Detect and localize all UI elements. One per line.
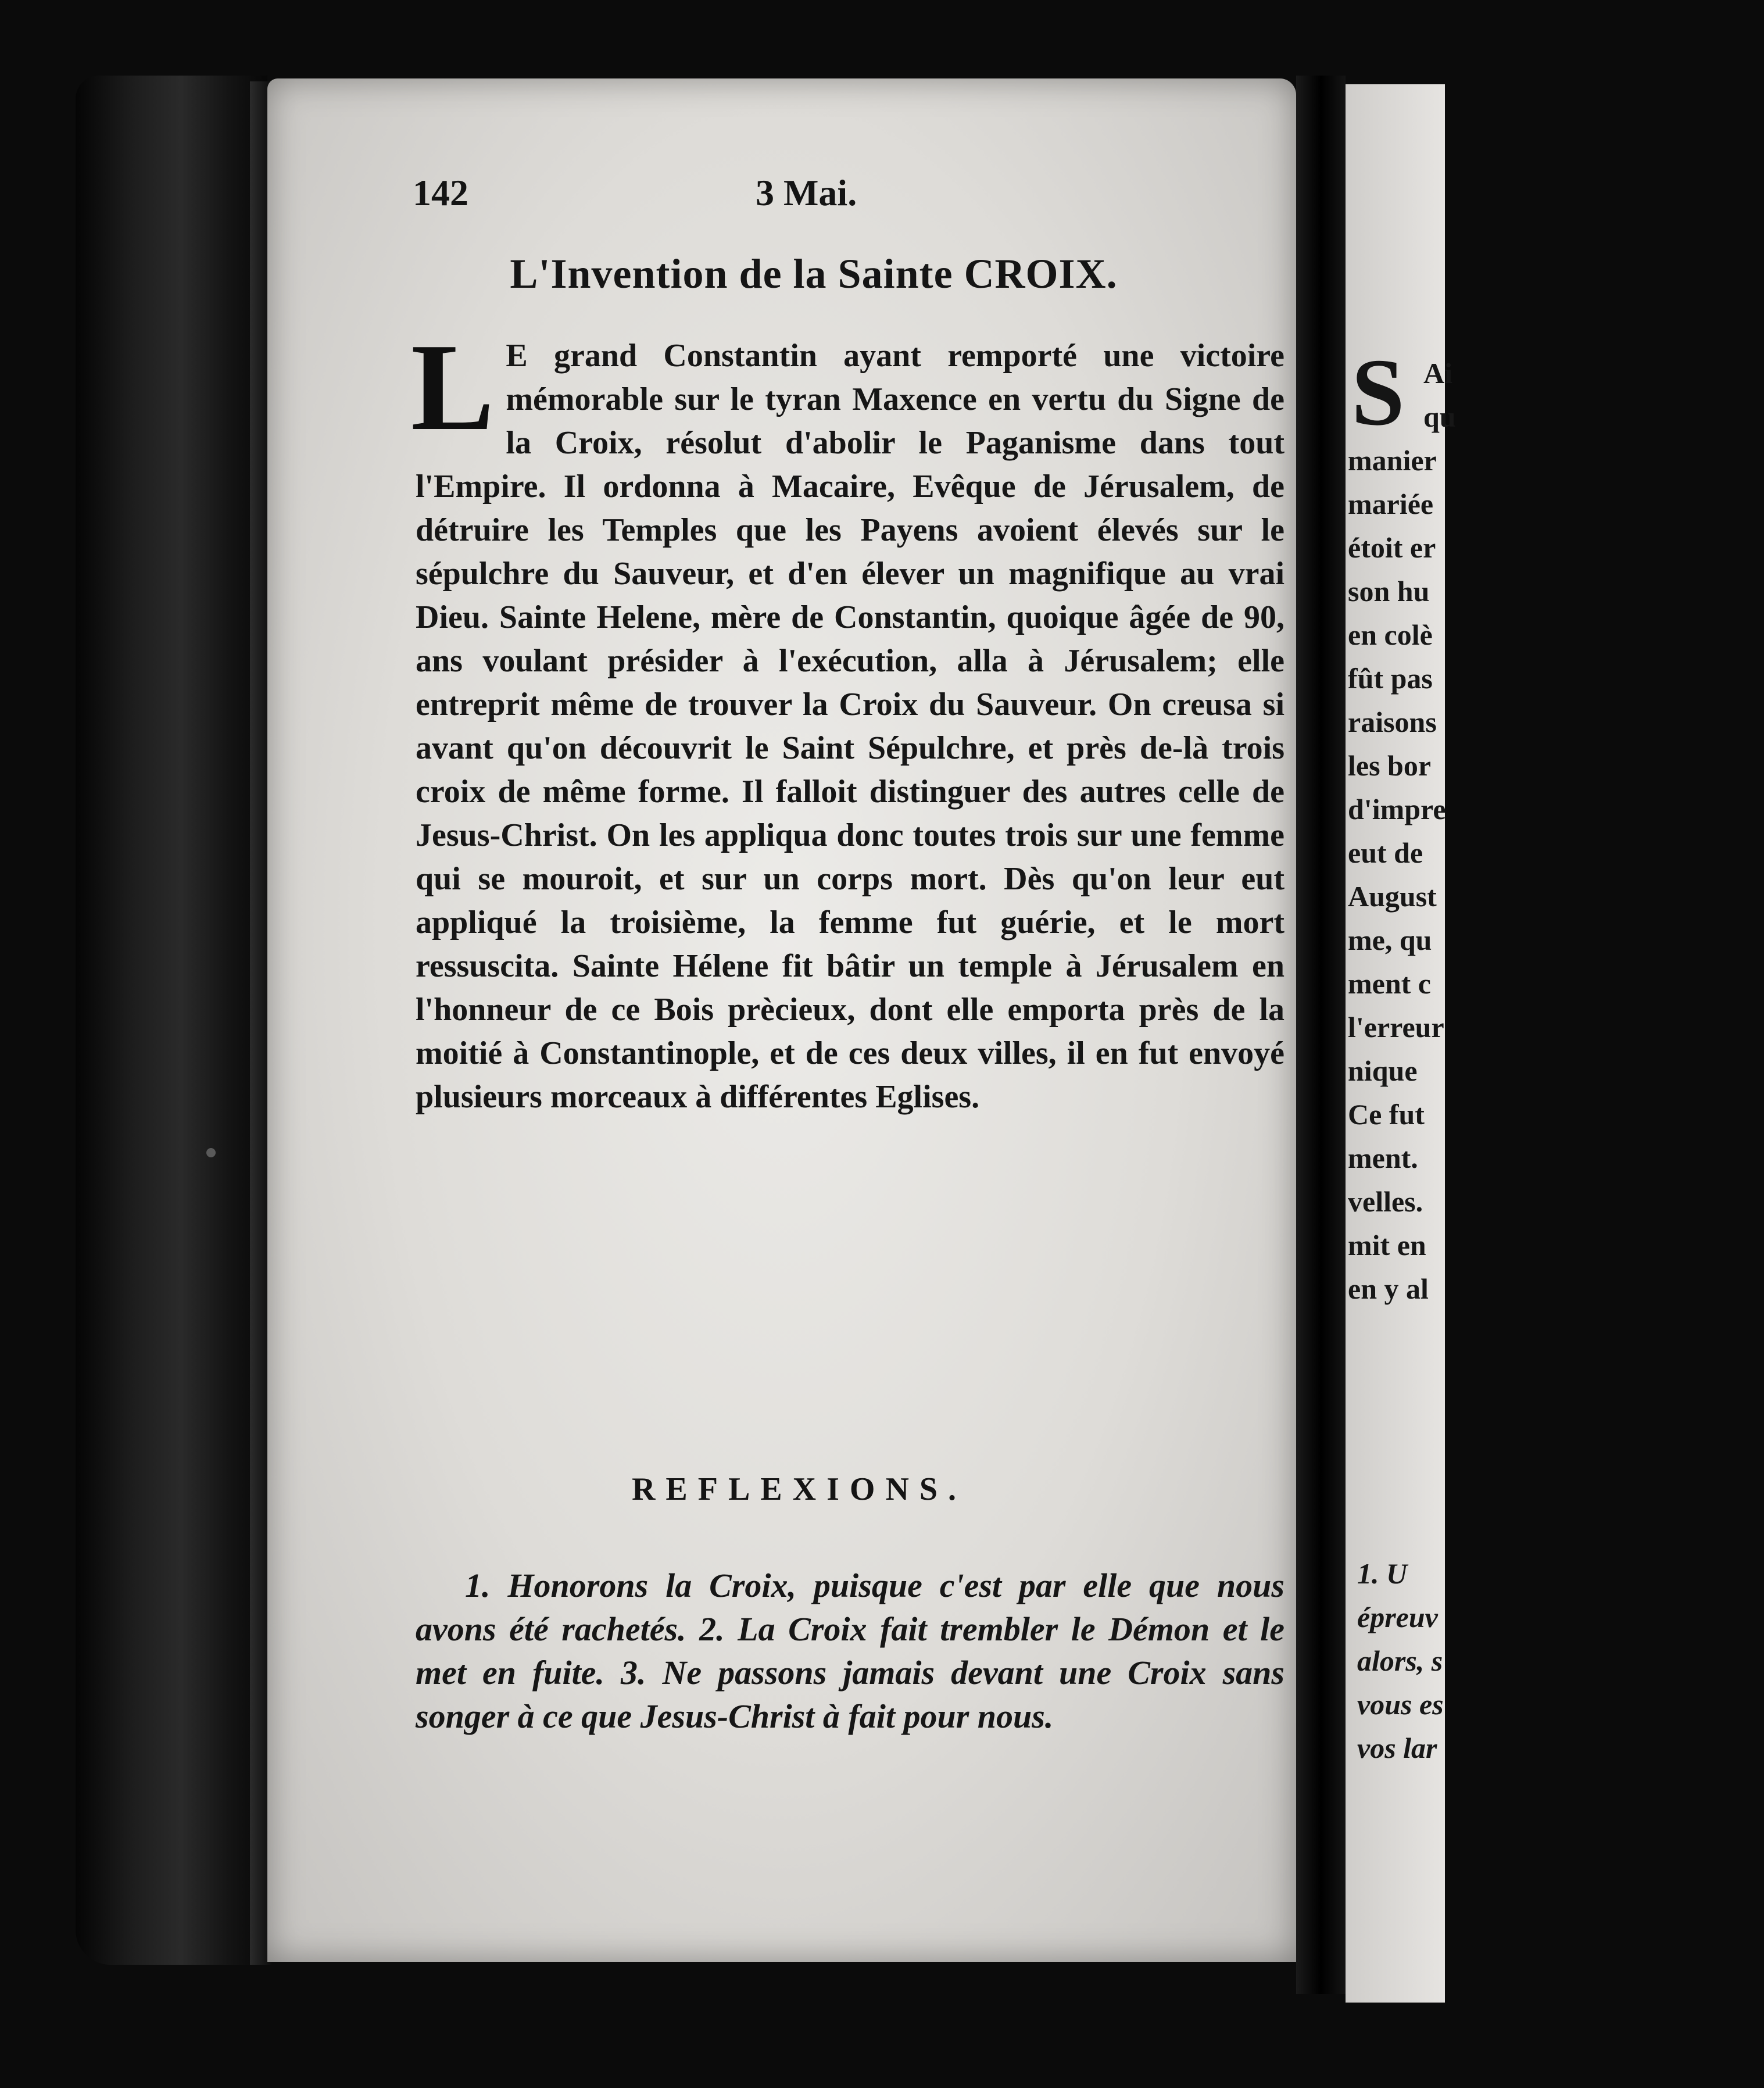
facing-line: me, qu — [1348, 924, 1432, 956]
article-body-text: E grand Constantin ayant remporté une victoire mémorable sur le tyran Maxence en vertu du Signe de la Croix, résolut d'abolir le Paganisme dans tout l'Empire. Il ordonna à Macaire, Evêque de Jérusalem, de détruire les Temples que les Payens avoient élevés sur le sépulchre du Sauveur, et d'en élever un magnifique au vrai Dieu. Sainte Helene, mère de Constantin, quoique âgée de 90, ans voulant présider à l'exécution, alla à Jérusalem; elle entreprit même de trouver la Croix du Sauveur. On creusa si avant qu'on découvrit le Saint Sépulchre, et près de-là trois croix de même forme. Il falloit distinguer des autres celle de Jesus-Christ. On les appliqua donc toutes trois sur une femme qui se mouroit, et sur un corps mort. Dès qu'on leur eut appliqué la troisième, la femme fut guérie, et le mort ressuscita. Sainte Hélene fit bâtir un temple à Jérusalem en l'honneur de ce Bois prècieux, dont elle emporta près de la moitié à Constantinople, et de ces deux villes, il en fut envoyé plusieurs morceaux à différentes Eglises. — [416, 338, 1284, 1115]
facing-line: nique — [1348, 1054, 1418, 1087]
left-page — [267, 78, 1296, 1962]
facing-line: qu — [1423, 401, 1456, 433]
facing-line: velles. — [1348, 1185, 1423, 1218]
facing-line: en colè — [1348, 618, 1433, 651]
reflexions-text: 1. Honorons la Croix, puisque c'est par elle que nous avons été rachetés. 2. La Croix fait trembler le Démon et le met en fuite. 3. Ne passons jamais devant une Croix sans songer à ce que Jesus-Christ à fait pour nous. — [416, 1567, 1284, 1735]
facing-line: manier — [1348, 444, 1437, 477]
facing-page-lines — [1348, 352, 1755, 1311]
facing-line: fût pas — [1348, 662, 1433, 695]
article-body — [411, 317, 1284, 1119]
facing-line: les bor — [1348, 749, 1432, 782]
drop-cap: L — [411, 317, 495, 456]
facing-reflexions — [1357, 1552, 1764, 1770]
facing-line: Ce fut — [1348, 1098, 1425, 1131]
facing-line: raisons — [1348, 706, 1437, 738]
facing-reflex-line: alors, s — [1357, 1644, 1443, 1677]
facing-drop-cap: S — [1351, 339, 1405, 445]
facing-line: en y al — [1348, 1272, 1429, 1305]
facing-line: mit en — [1348, 1229, 1426, 1261]
book-cover — [76, 76, 267, 1965]
facing-line: d'impre — [1348, 793, 1446, 825]
facing-line: August — [1348, 880, 1437, 913]
facing-reflex-line: 1. U — [1357, 1557, 1408, 1590]
ink-blot — [206, 1148, 216, 1157]
article-title: L'Invention de la Sainte CROIX. — [510, 251, 1118, 297]
facing-reflex-line: vos lar — [1357, 1732, 1437, 1764]
facing-line: eut de — [1348, 836, 1423, 869]
facing-line: l'erreur — [1348, 1011, 1444, 1043]
page-header — [413, 171, 1197, 230]
facing-line: étoit er — [1348, 531, 1436, 564]
book-gutter — [1296, 76, 1346, 1994]
facing-line: son hu — [1348, 575, 1430, 607]
facing-line: Ai — [1423, 357, 1452, 389]
facing-line: ment. — [1348, 1142, 1418, 1174]
facing-reflex-line: vous es — [1357, 1688, 1444, 1721]
reflexions-heading: REFLEXIONS. — [631, 1471, 967, 1507]
page-number: 142 — [413, 172, 468, 213]
facing-page — [1346, 84, 1456, 2003]
facing-line: mariée — [1348, 488, 1434, 520]
running-head: 3 Mai. — [756, 172, 857, 213]
facing-line: ment c — [1348, 967, 1431, 1000]
facing-reflex-line: épreuv — [1357, 1601, 1438, 1633]
